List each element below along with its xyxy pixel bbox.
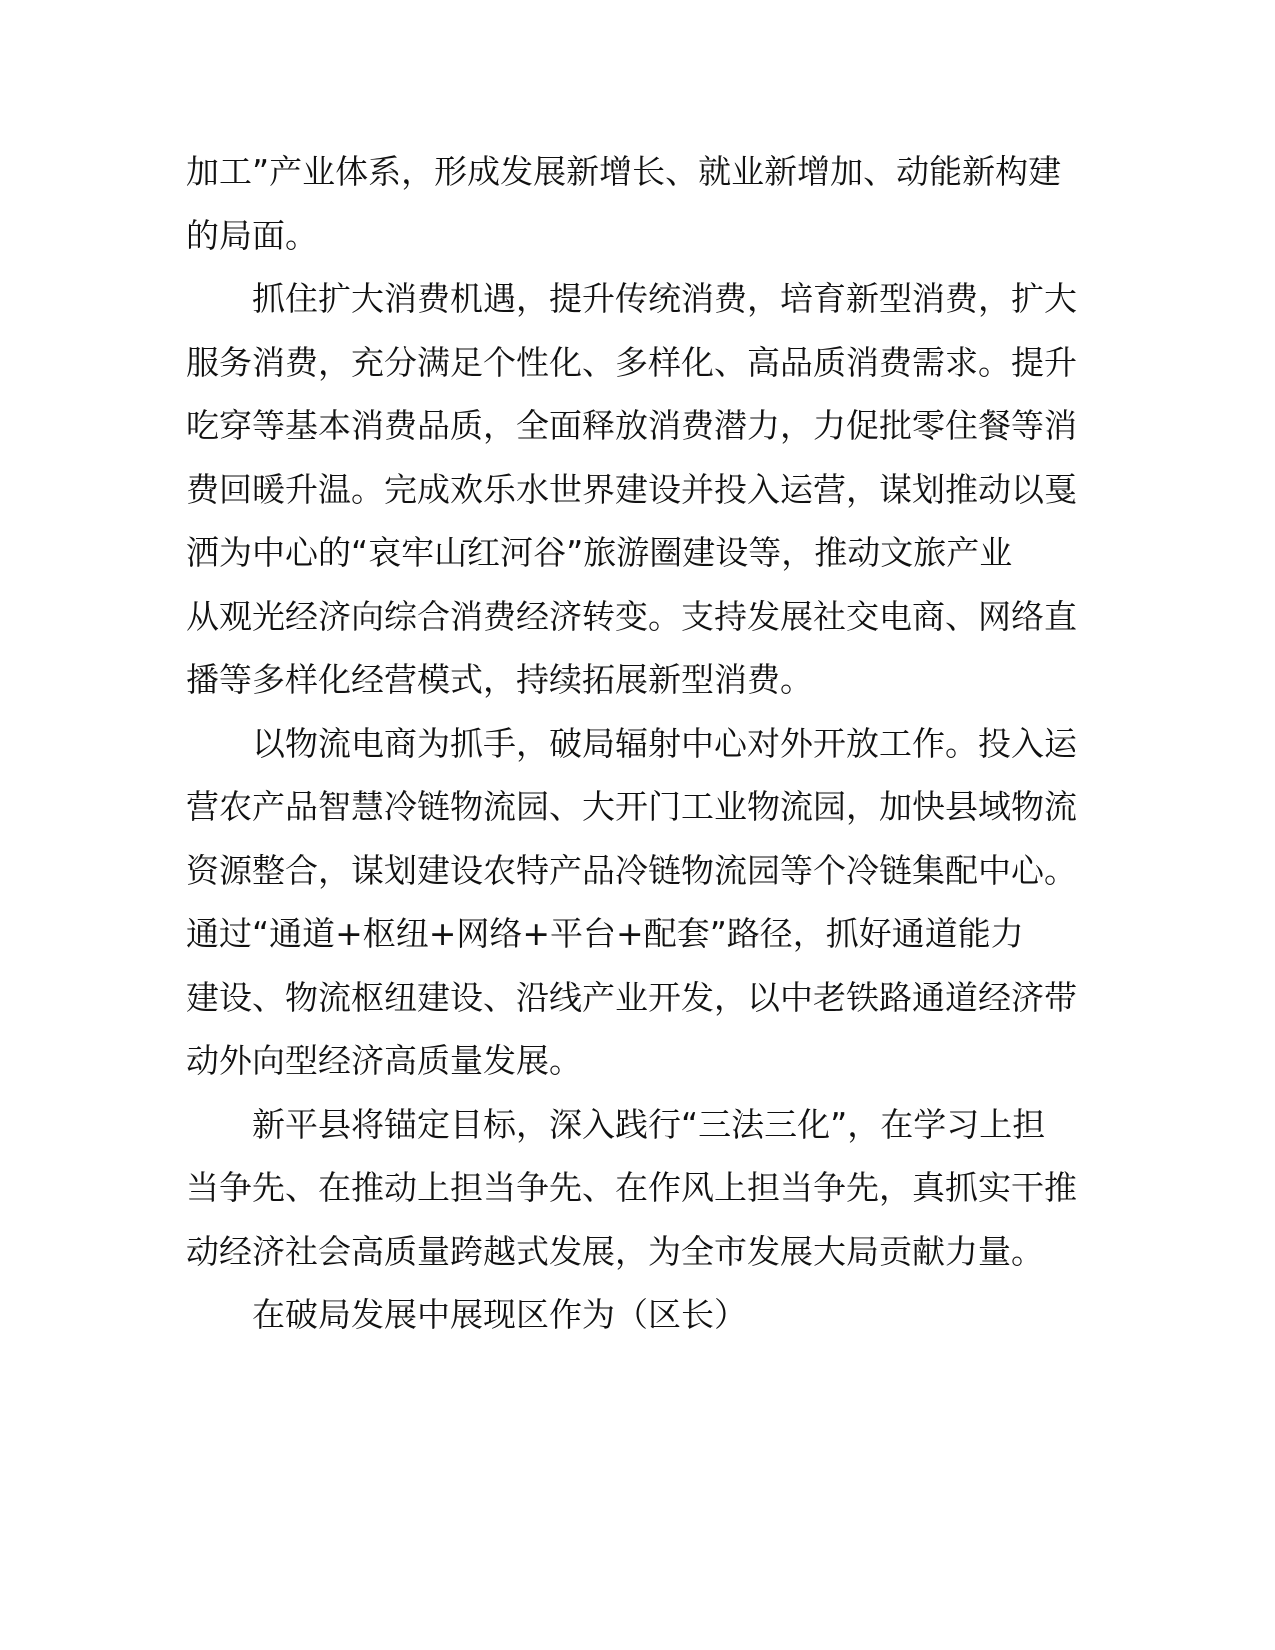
paragraph-industry-system bbox=[186, 140, 1091, 267]
text-line: 加工”产业体系，形成发展新增长、就业新增加、动能新构建 bbox=[186, 152, 1062, 191]
text-line: 动经济社会高质量跨越式发展，为全市发展大局贡献力量。 bbox=[186, 1231, 1044, 1271]
heading-text: 在破局发展中展现区作为（区长） bbox=[252, 1295, 747, 1334]
section-heading bbox=[186, 1283, 1091, 1347]
text-line: 吃穿等基本消费品质，全面释放消费潜力，力促批零住餐等消 bbox=[186, 406, 1077, 445]
text-line: 新平县将锚定目标，深入践行“三法三化”，在学习上担 bbox=[252, 1104, 1046, 1144]
text-line: 服务消费，充分满足个性化、多样化、高品质消费需求。提升 bbox=[186, 342, 1077, 382]
paragraph-conclusion bbox=[186, 1093, 1091, 1284]
paragraph-logistics bbox=[186, 712, 1091, 1093]
text-line: 以物流电商为抓手，破局辐射中心对外开放工作。投入运 bbox=[252, 723, 1077, 763]
text-line: 通过“通道+枢纽+网络+平台+配套”路径，抓好通道能力 bbox=[186, 914, 1024, 953]
text-line: 从观光经济向综合消费经济转变。支持发展社交电商、网络直 bbox=[186, 596, 1077, 636]
text-line: 费回暖升温。完成欢乐水世界建设并投入运营，谋划推动以戛 bbox=[186, 469, 1077, 509]
text-line: 建设、物流枢纽建设、沿线产业开发，以中老铁路通道经济带 bbox=[186, 977, 1077, 1017]
text-line: 抓住扩大消费机遇，提升传统消费，培育新型消费，扩大 bbox=[252, 279, 1077, 318]
text-line: 当争先、在推动上担当争先、在作风上担当争先，真抓实干推 bbox=[186, 1168, 1077, 1207]
text-line: 的局面。 bbox=[186, 215, 318, 255]
text-line: 播等多样化经营模式，持续拓展新型消费。 bbox=[186, 660, 813, 699]
body-text bbox=[186, 140, 1091, 1347]
text-line: 洒为中心的“哀牢山̄红河谷”旅游圈建设等，推动文旅产业 bbox=[186, 533, 1013, 572]
paragraph-consumption bbox=[186, 267, 1091, 712]
text-line: 营农产品智慧冷链物流园、大开门工业物流园，加快县域物流 bbox=[186, 787, 1077, 826]
text-line: 资源整合，谋划建设农特产品冷链物流园等个冷链集配中心。 bbox=[186, 850, 1077, 890]
text-line: 动外向型经济高质量发展。 bbox=[186, 1041, 582, 1080]
